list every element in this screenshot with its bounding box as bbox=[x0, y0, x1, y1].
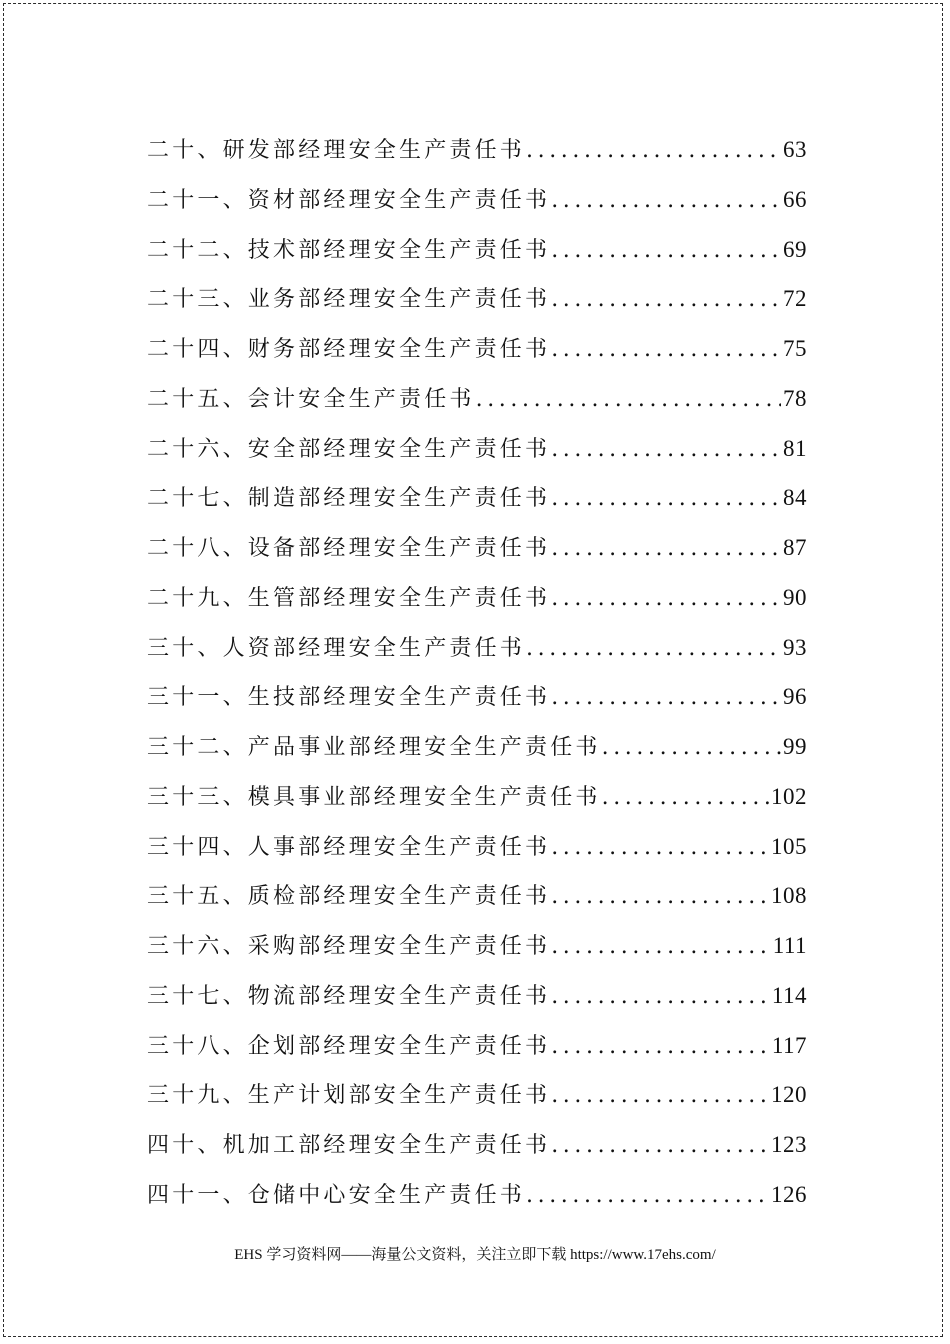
toc-entry bbox=[147, 523, 807, 573]
toc-dot-leader bbox=[551, 972, 770, 1022]
toc-entry-title: 三十四、人事部经理安全生产责任书 bbox=[147, 834, 551, 860]
toc-entry bbox=[147, 274, 807, 324]
toc-dot-leader bbox=[551, 922, 771, 972]
toc-entry bbox=[147, 1170, 807, 1220]
toc-entry-title: 三十六、采购部经理安全生产责任书 bbox=[147, 934, 551, 959]
toc-entry-title: 二十四、财务部经理安全生产责任书 bbox=[147, 337, 551, 362]
toc-entry-title: 三十一、生技部经理安全生产责任书 bbox=[147, 685, 551, 711]
toc-entry-title: 三十二、产品事业部经理安全生产责任书 bbox=[147, 735, 601, 760]
toc-entry-title: 二十八、设备部经理安全生产责任书 bbox=[147, 536, 551, 561]
toc-dot-leader bbox=[526, 1171, 769, 1221]
toc-entry bbox=[147, 175, 807, 225]
toc-entry bbox=[147, 374, 807, 424]
toc-entry bbox=[147, 921, 807, 971]
toc-entry bbox=[147, 1070, 807, 1120]
toc-entry-page: 117 bbox=[771, 1032, 807, 1058]
toc-entry bbox=[147, 822, 807, 872]
toc-entry bbox=[147, 971, 807, 1021]
toc-entry-page: 111 bbox=[772, 933, 807, 958]
toc-entry-title: 三十九、生产计划部安全生产责任书 bbox=[147, 1083, 551, 1109]
toc-dot-leader bbox=[602, 723, 781, 773]
toc-entry-page: 66 bbox=[783, 186, 807, 212]
toc-dot-leader bbox=[526, 624, 781, 674]
toc-entry bbox=[147, 871, 807, 921]
toc-entry bbox=[147, 125, 807, 175]
toc-entry-page: 123 bbox=[771, 1132, 807, 1157]
toc-entry bbox=[147, 623, 807, 673]
toc-dot-leader bbox=[551, 226, 781, 276]
toc-entry bbox=[147, 1120, 807, 1170]
toc-entry bbox=[147, 1021, 807, 1071]
toc-entry-page: 63 bbox=[783, 137, 807, 162]
toc-entry-title: 二十五、会计安全生产责任书 bbox=[147, 386, 475, 412]
toc-entry-page: 120 bbox=[771, 1082, 807, 1108]
toc-dot-leader bbox=[551, 524, 781, 574]
toc-entry-title: 三十八、企划部经理安全生产责任书 bbox=[147, 1033, 551, 1059]
toc-entry-title: 二十六、安全部经理安全生产责任书 bbox=[147, 436, 551, 462]
toc-entry-page: 75 bbox=[783, 336, 807, 361]
toc-entry-page: 69 bbox=[783, 236, 807, 262]
toc-entry-page: 114 bbox=[771, 982, 807, 1008]
toc-entry bbox=[147, 722, 807, 772]
toc-entry-page: 102 bbox=[771, 783, 807, 809]
toc-entry-page: 72 bbox=[783, 286, 807, 312]
toc-entry-page: 105 bbox=[771, 833, 807, 859]
toc-entry bbox=[147, 772, 807, 822]
toc-dot-leader bbox=[476, 375, 781, 425]
toc-dot-leader bbox=[551, 872, 769, 922]
toc-entry-title: 四十、机加工部经理安全生产责任书 bbox=[147, 1133, 551, 1158]
toc-dot-leader bbox=[551, 425, 781, 475]
table-of-contents bbox=[147, 125, 807, 1220]
toc-entry bbox=[147, 573, 807, 623]
toc-entry-title: 三十五、质检部经理安全生产责任书 bbox=[147, 884, 551, 910]
toc-entry-title: 三十七、物流部经理安全生产责任书 bbox=[147, 983, 551, 1009]
toc-entry-title: 二十三、业务部经理安全生产责任书 bbox=[147, 287, 551, 313]
toc-entry bbox=[147, 324, 807, 374]
toc-dot-leader bbox=[602, 773, 769, 823]
toc-dot-leader bbox=[551, 176, 781, 226]
toc-dot-leader bbox=[551, 1022, 770, 1072]
toc-entry-page: 84 bbox=[783, 485, 807, 511]
toc-entry-page: 87 bbox=[783, 535, 807, 560]
toc-entry-title: 二十九、生管部经理安全生产责任书 bbox=[147, 585, 551, 611]
toc-entry-title: 四十一、仓储中心安全生产责任书 bbox=[147, 1182, 526, 1208]
toc-entry bbox=[147, 424, 807, 474]
toc-entry-title: 三十三、模具事业部经理安全生产责任书 bbox=[147, 784, 601, 810]
toc-entry-page: 126 bbox=[771, 1181, 807, 1207]
toc-dot-leader bbox=[551, 275, 781, 325]
toc-dot-leader bbox=[551, 574, 781, 624]
toc-dot-leader bbox=[551, 1071, 769, 1121]
toc-entry-title: 二十七、制造部经理安全生产责任书 bbox=[147, 486, 551, 512]
page-footer: EHS 学习资料网——海量公文资料，关注立即下载 https://www.17ehs.com/ bbox=[234, 1247, 716, 1263]
toc-dot-leader bbox=[551, 823, 769, 873]
toc-entry-title: 二十、研发部经理安全生产责任书 bbox=[147, 138, 526, 163]
toc-entry bbox=[147, 473, 807, 523]
toc-entry bbox=[147, 225, 807, 275]
toc-entry-page: 108 bbox=[771, 883, 807, 909]
toc-dot-leader bbox=[551, 325, 781, 375]
toc-entry bbox=[147, 672, 807, 722]
toc-entry-page: 99 bbox=[783, 734, 807, 759]
toc-entry-title: 三十、人资部经理安全生产责任书 bbox=[147, 635, 526, 661]
toc-dot-leader bbox=[551, 673, 781, 723]
toc-dot-leader bbox=[551, 1121, 769, 1171]
toc-entry-title: 二十二、技术部经理安全生产责任书 bbox=[147, 237, 551, 263]
toc-entry-page: 93 bbox=[783, 634, 807, 660]
toc-entry-title: 二十一、资材部经理安全生产责任书 bbox=[147, 187, 551, 213]
toc-dot-leader bbox=[526, 126, 781, 176]
toc-dot-leader bbox=[551, 474, 781, 524]
toc-entry-page: 78 bbox=[783, 385, 807, 411]
toc-entry-page: 90 bbox=[783, 584, 807, 610]
toc-entry-page: 81 bbox=[783, 435, 807, 461]
toc-entry-page: 96 bbox=[783, 684, 807, 710]
